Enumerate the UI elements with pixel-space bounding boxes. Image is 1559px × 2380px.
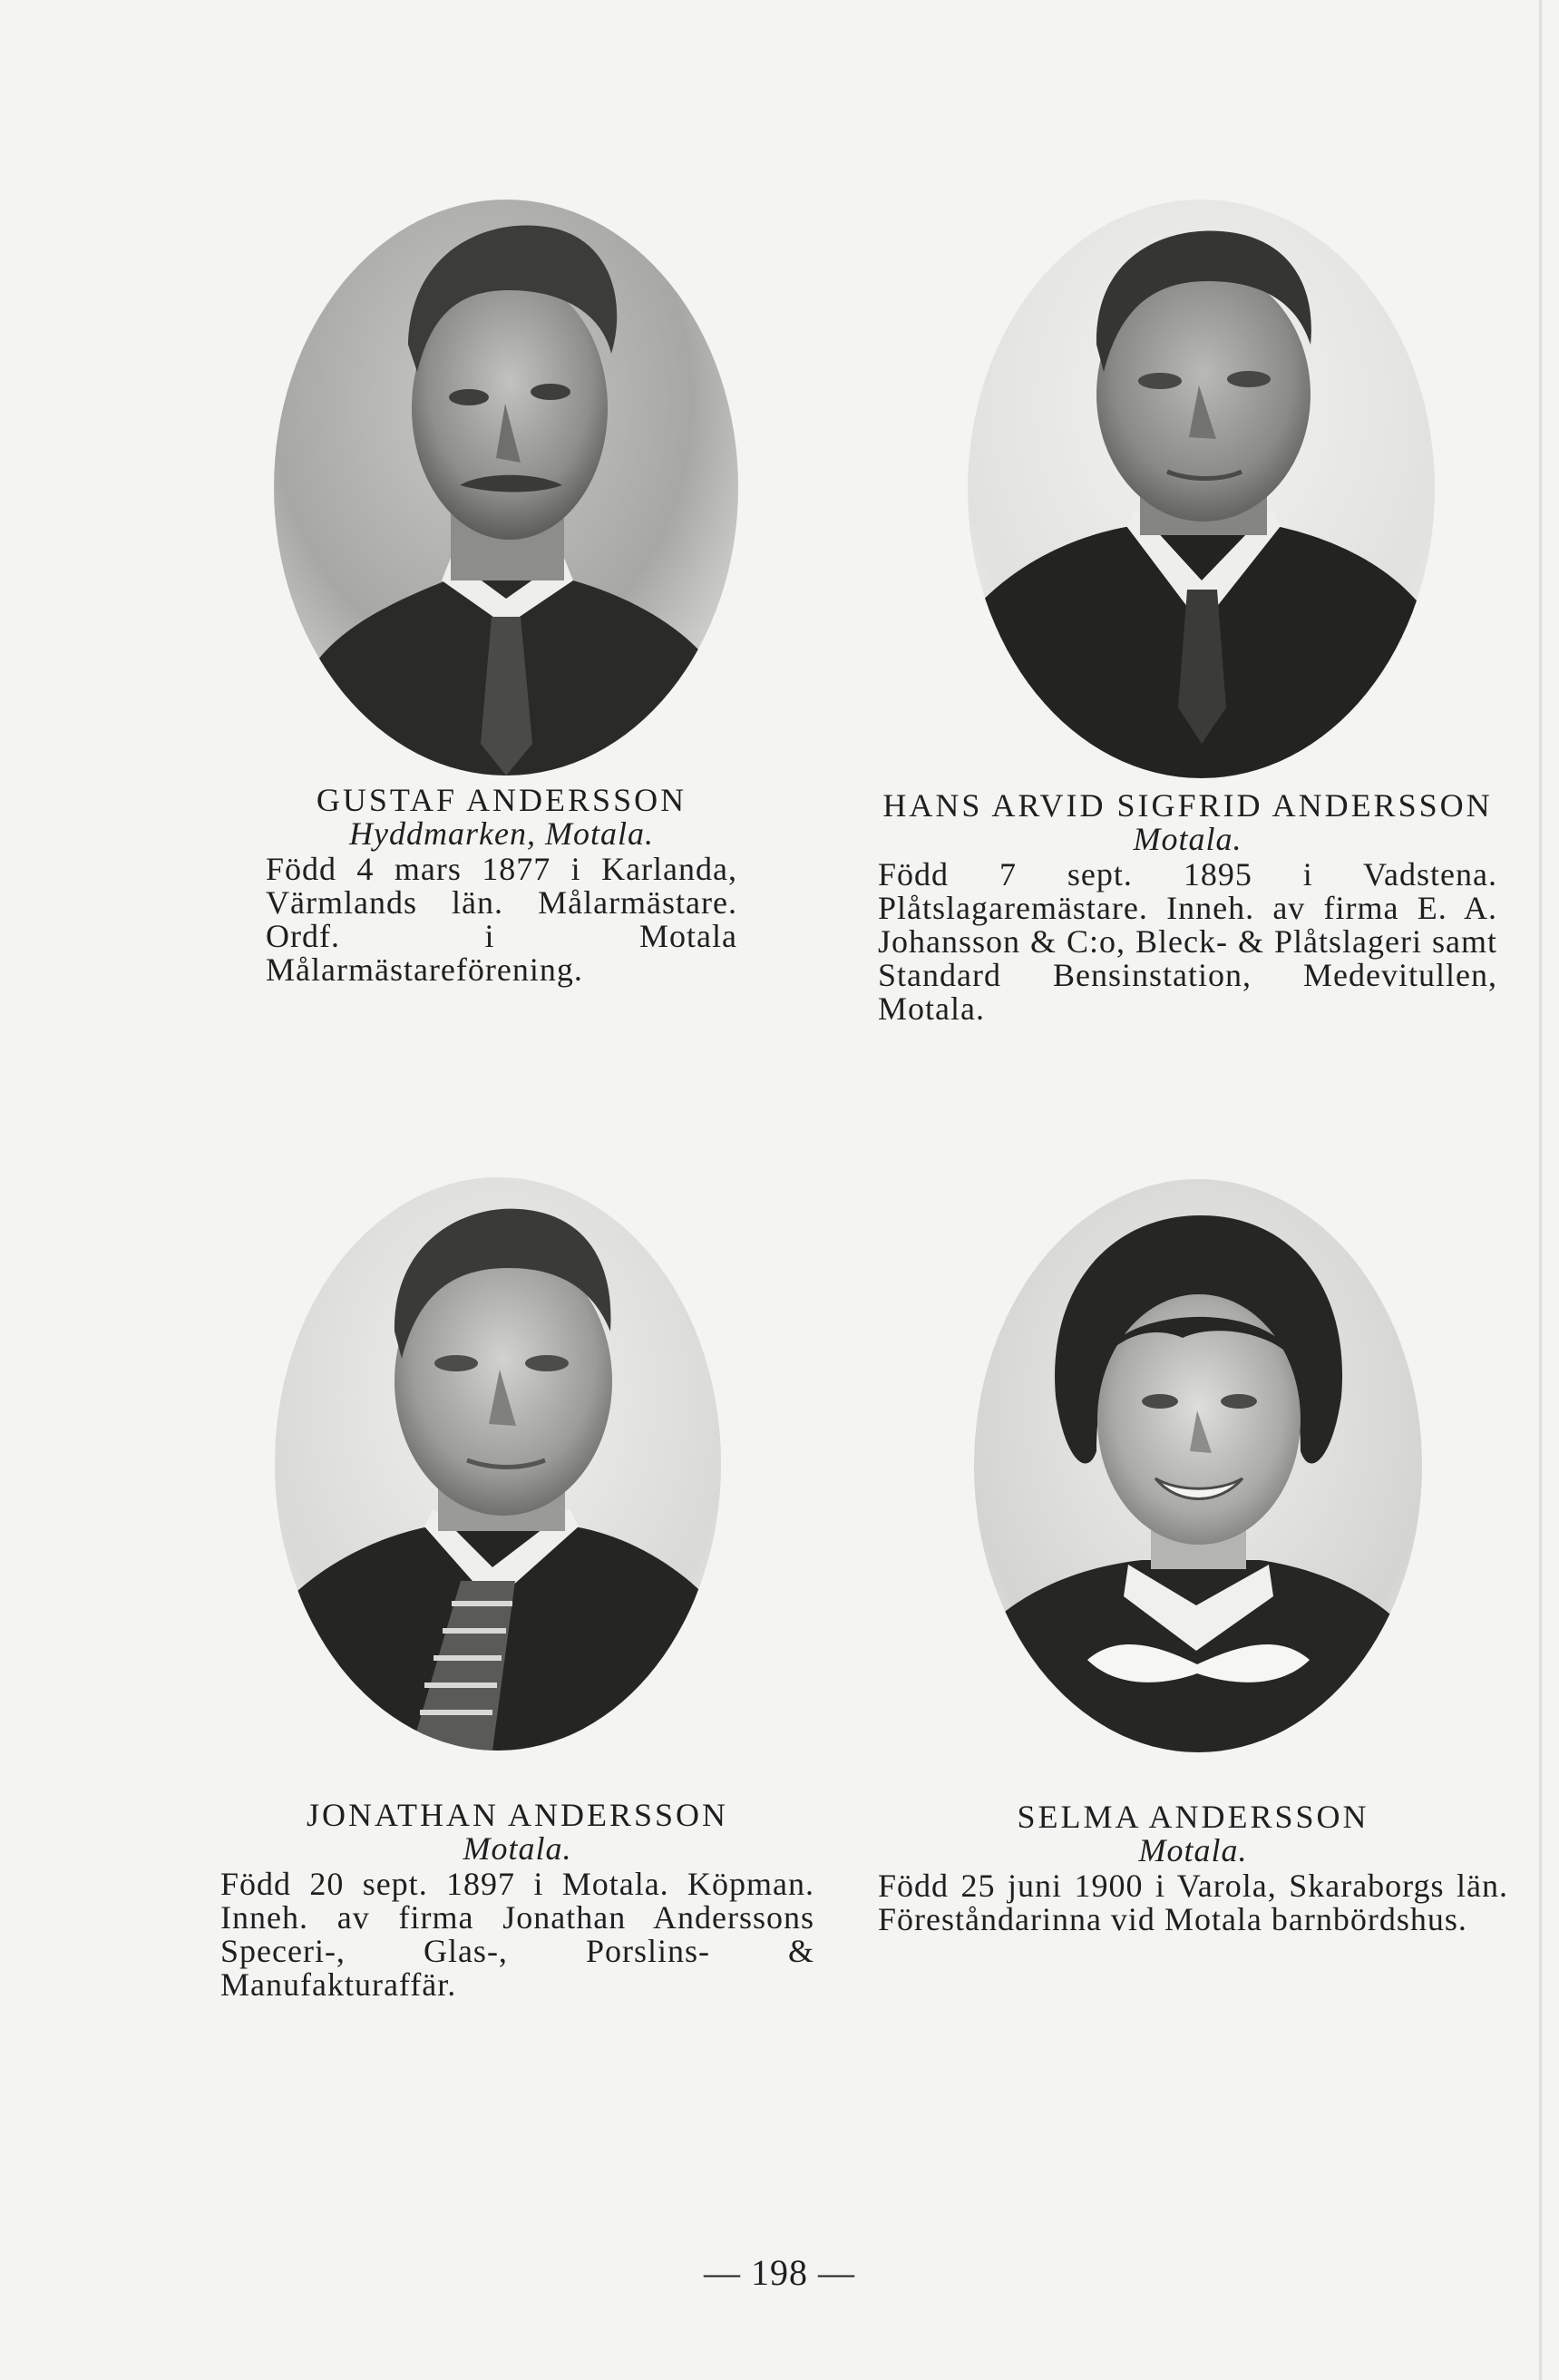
person-place: Motala. (1133, 821, 1242, 857)
portrait-woman-smiling (974, 1179, 1422, 1752)
person-bio: Född 20 sept. 1897 i Motala. Köpman. Inneh. av firma Jonathan Anderssons Speceri-, Glas-, Porslins- & Manufakturaffär. (220, 1866, 814, 2003)
portrait-photo (974, 1179, 1422, 1752)
person-place: Motala. (463, 1830, 572, 1867)
page-number: — 198 — (704, 2252, 855, 2293)
person-bio: Född 4 mars 1877 i Karlanda, Värmlands län. Målarmästare. Ordf. i Motala Målarmästareförening. (266, 851, 737, 988)
portrait-man-mustache (274, 200, 738, 775)
person-name: JONATHAN ANDERSSON (306, 1797, 729, 1833)
person-bio: Född 7 sept. 1895 i Vadstena. Plåtslagaremästare. Inneh. av firma E. A. Johansson & C:o, Bleck- & Plåtslageri samt Standard Bensinstation, Medevitullen, Motala. (878, 856, 1497, 1027)
caption-entry (878, 1800, 1508, 1936)
portrait-photo (275, 1177, 721, 1751)
portrait-photo (968, 200, 1435, 778)
person-place: Hyddmarken, Motala. (349, 815, 654, 852)
caption-entry (220, 1799, 814, 2002)
person-name: HANS ARVID SIGFRID ANDERSSON (882, 787, 1493, 824)
person-name: SELMA ANDERSSON (1017, 1799, 1369, 1835)
portrait-man-round-face (968, 200, 1435, 778)
scan-edge (1539, 0, 1543, 2380)
caption-entry (878, 789, 1497, 1026)
person-name: GUSTAF ANDERSSON (316, 782, 687, 818)
person-place: Motala. (1138, 1832, 1248, 1868)
person-bio: Född 25 juni 1900 i Varola, Skaraborgs län. Föreståndarinna vid Motala barnbördshus. (878, 1868, 1508, 1937)
portrait-man-striped-tie (275, 1177, 721, 1751)
portrait-photo (274, 200, 738, 775)
caption-entry (266, 784, 737, 987)
